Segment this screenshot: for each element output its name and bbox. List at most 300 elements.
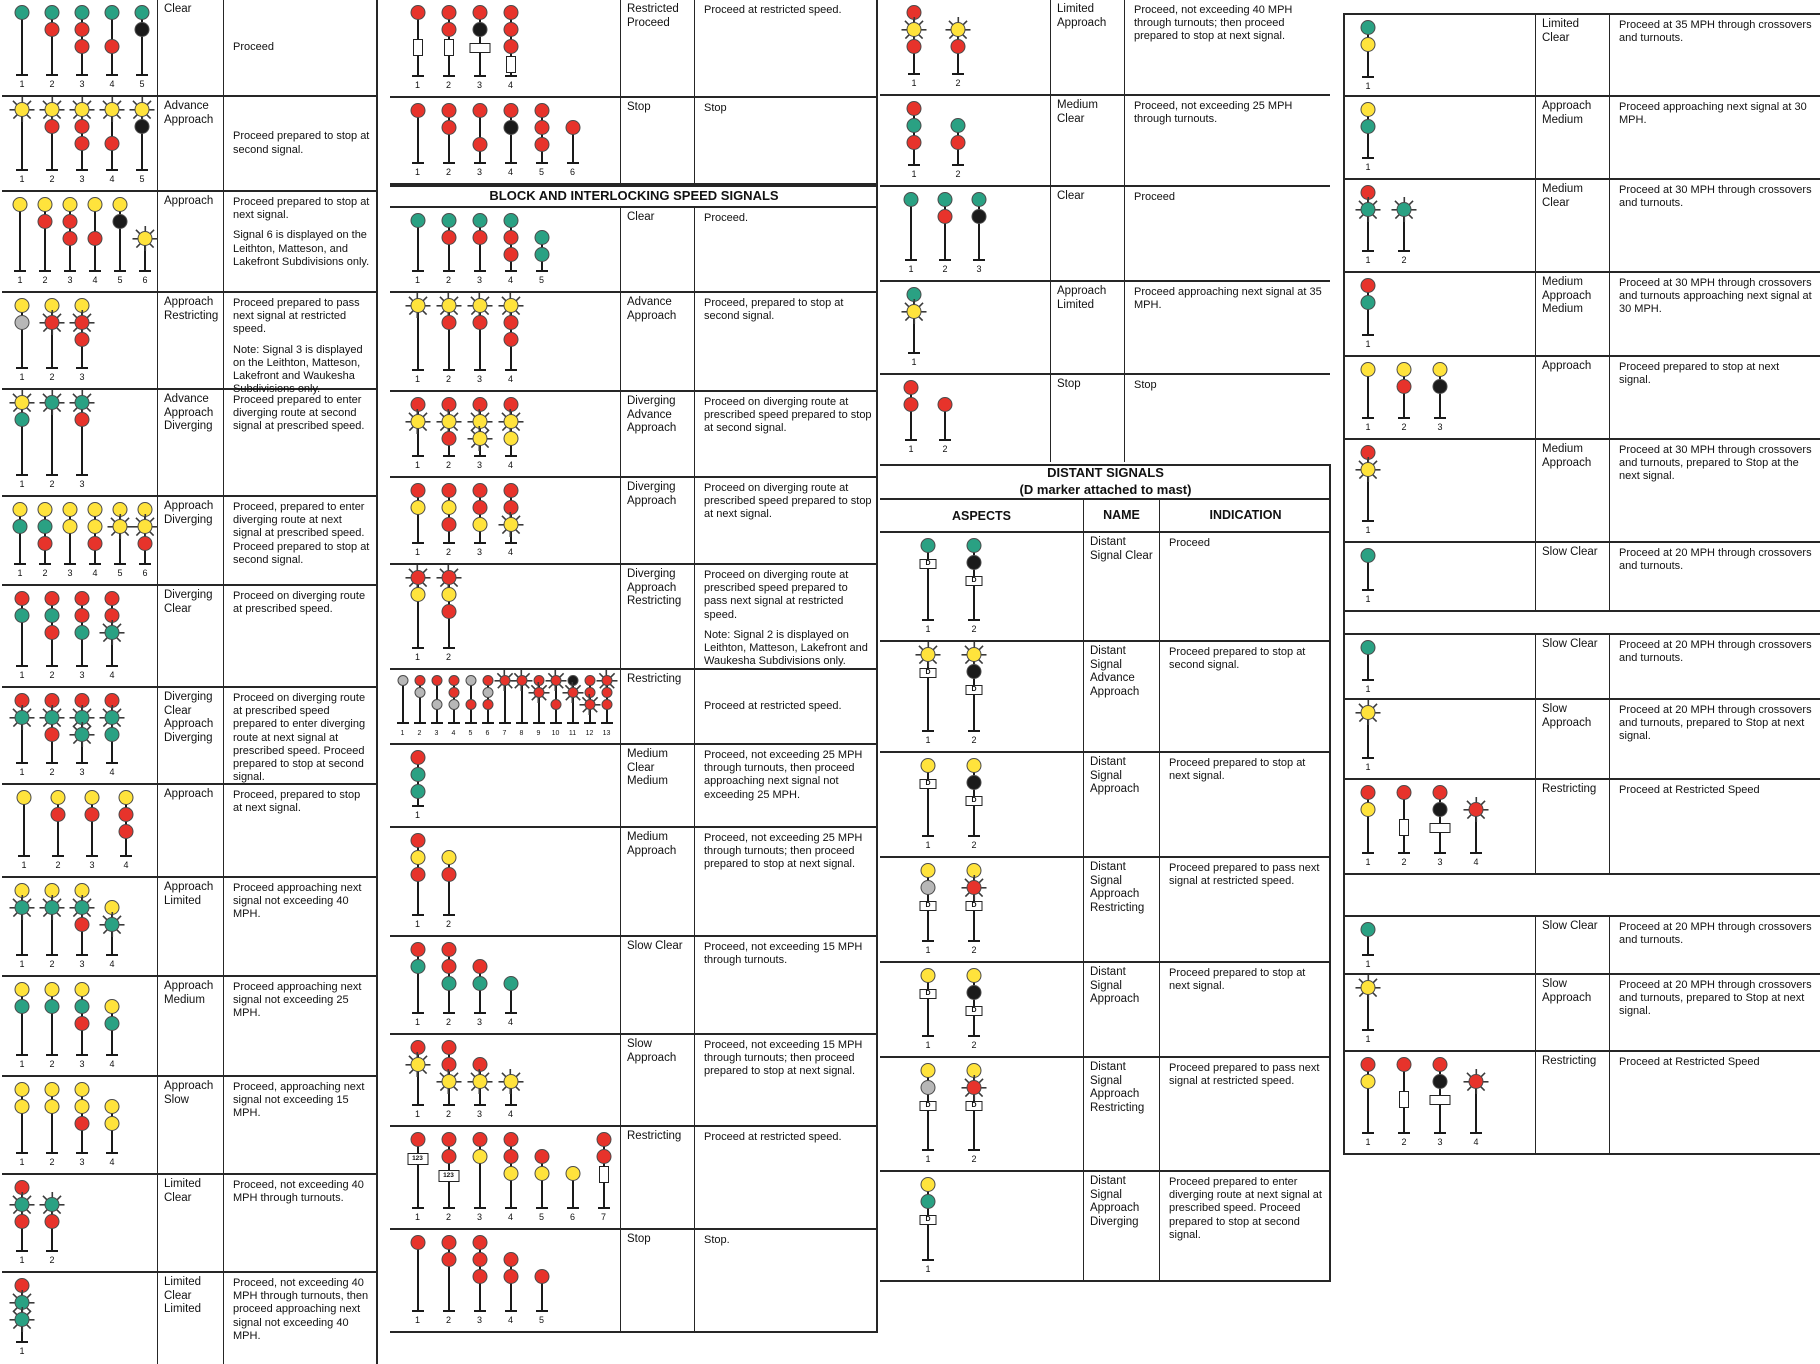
signal-number: 4 (507, 1315, 513, 1325)
signal-number: 4 (1473, 857, 1479, 867)
aspect-row (880, 1058, 1331, 1172)
lamp-yellow (921, 1063, 936, 1078)
lamp-red (105, 591, 120, 606)
aspect-indication (1125, 282, 1330, 373)
signal-number: 1 (908, 264, 914, 274)
signal-number: 1 (414, 167, 420, 177)
lamp-green (534, 230, 549, 245)
signal-number: 2 (445, 1315, 451, 1325)
signal-mast (462, 675, 479, 736)
lamp-green (410, 959, 425, 974)
lamp-yellow (75, 982, 90, 997)
indication-text: Proceed at restricted speed. (704, 699, 842, 712)
lamp-red-flashing (1469, 1074, 1484, 1089)
aspect-cell (2, 977, 157, 1075)
signal-mast (1353, 1057, 1383, 1146)
lamp-green-flashing (75, 727, 90, 742)
lamp-yellow (45, 1099, 60, 1114)
indication-text: Proceed prepared to stop at second signal. (1169, 646, 1306, 672)
signal-mast (33, 197, 57, 284)
signal-mast (8, 591, 36, 679)
lamp-green-flashing (15, 900, 30, 915)
signal-number: 4 (109, 959, 115, 969)
indication-text: Proceed prepared to stop at second signal. (233, 130, 370, 156)
signal-number: 1 (414, 1109, 420, 1119)
aspect-row (2, 293, 378, 396)
signal-mast (910, 538, 946, 633)
signal-mast (1461, 785, 1491, 866)
lamp-red (472, 230, 487, 245)
signal-number: 4 (92, 568, 98, 578)
aspect-cell (390, 392, 620, 476)
lamp-green-flashing (75, 395, 90, 410)
aspect-name: Approach (1535, 357, 1610, 438)
signal-mast (8, 102, 36, 183)
aspect-indication (1610, 273, 1820, 355)
indication-text: Proceed. (704, 212, 749, 224)
aspect-cell (880, 0, 1050, 94)
lamp-red (441, 959, 456, 974)
aspect-cell (2, 1175, 157, 1271)
lamp-gray (448, 699, 459, 710)
lamp-yellow (13, 197, 28, 212)
signal-mast (1353, 785, 1383, 866)
d-marker-plate: D (920, 559, 937, 569)
signal-number: 13 (602, 730, 611, 737)
lamp-red (503, 1252, 518, 1267)
lamp-black (503, 120, 518, 135)
d-marker-plate: D (920, 1215, 937, 1225)
aspect-indication (1610, 543, 1820, 610)
signal-number: 4 (507, 547, 513, 557)
lamp-yellow-flashing (410, 298, 425, 313)
d-marker-plate: D (920, 668, 937, 678)
signal-mast (435, 942, 462, 1026)
signal-number: 1 (1365, 684, 1371, 694)
signal-mast (38, 883, 66, 968)
aspect-cell (2, 192, 157, 291)
signal-mast (68, 591, 96, 679)
signal-mast (38, 1082, 66, 1166)
aspect-row (1343, 13, 1820, 97)
lamp-red (951, 39, 966, 54)
signal-number: 1 (400, 730, 405, 737)
lamp-yellow-flashing (503, 298, 518, 313)
signal-number: 3 (476, 547, 482, 557)
aspect-cell (2, 0, 157, 95)
aspect-name: Distant Signal Clear (1083, 533, 1160, 640)
signal-number: 1 (414, 1212, 420, 1222)
signal-mast (940, 101, 976, 178)
signal-number: 1 (414, 652, 420, 662)
aspect-row (1343, 440, 1820, 543)
signal-number: 3 (1437, 1137, 1443, 1147)
lamp-yellow (88, 519, 103, 534)
signal-number: 4 (109, 79, 115, 89)
signal-mast (76, 790, 108, 869)
aspect-cell (390, 565, 620, 668)
lamp-yellow (503, 1166, 518, 1181)
lamp-black (967, 555, 982, 570)
signal-number: 2 (49, 1157, 55, 1167)
indication-text: Stop (1134, 379, 1157, 391)
aspect-name: Approach Medium (1535, 97, 1610, 178)
indication-text: Proceed prepared to enter diverging route at next signal at prescribed speed. Proceed prepared to stop at second signal. (1169, 1176, 1322, 1241)
lamp-red (1397, 1057, 1412, 1072)
aspect-cell (390, 828, 620, 935)
aspect-indication (224, 977, 378, 1075)
signal-number: 1 (1365, 81, 1371, 91)
aspect-row (1343, 273, 1820, 357)
indication-text: Proceed prepared to pass next signal at restricted speed. (1169, 862, 1320, 888)
lamp-green-flashing (45, 1197, 60, 1212)
lamp-red (410, 942, 425, 957)
aspect-cell (390, 1230, 620, 1331)
lamp-black (1433, 379, 1448, 394)
lamp-yellow (15, 982, 30, 997)
lamp-red (431, 675, 442, 686)
lamp-green-flashing (15, 1197, 30, 1212)
aspect-row (2, 390, 378, 497)
column-header-name: NAME (1083, 500, 1160, 531)
lamp-yellow-flashing (967, 647, 982, 662)
lamp-yellow (63, 197, 78, 212)
lamp-green-flashing (45, 710, 60, 725)
signal-mast (394, 675, 411, 736)
signal-number: 1 (19, 372, 25, 382)
lamp-red (472, 137, 487, 152)
aspect-indication (695, 1230, 878, 1331)
signal-number: 5 (538, 1315, 544, 1325)
aspect-cell (1343, 543, 1535, 610)
table-right-border (876, 0, 878, 1333)
signal-number: 6 (569, 167, 575, 177)
aspect-name: Approach Diverging (157, 497, 224, 584)
signal-number: 2 (1401, 422, 1407, 432)
aspect-cell (390, 937, 620, 1033)
lamp-red (472, 1235, 487, 1250)
signal-mast (930, 192, 960, 273)
signal-number: 6 (569, 1212, 575, 1222)
lamp-red (441, 604, 456, 619)
lamp-yellow-flashing (503, 414, 518, 429)
indication-text: Proceed approaching next signal not exceeding 40 MPH. (233, 882, 362, 921)
lamp-green (105, 727, 120, 742)
signal-mast (58, 197, 82, 284)
signal-mast (411, 675, 428, 736)
signal-number: 2 (49, 479, 55, 489)
signal-mast (1353, 362, 1383, 431)
d-marker-plate: D (920, 1101, 937, 1111)
signal-mast (497, 1132, 524, 1221)
aspect-cell (390, 0, 620, 96)
aspect-row (2, 1273, 378, 1364)
signal-mast (8, 1180, 36, 1264)
signal-mast (435, 483, 462, 556)
signal-number: 3 (476, 167, 482, 177)
indication-text: Proceed, prepared to stop at next signal. (233, 789, 361, 815)
lamp-yellow (75, 1099, 90, 1114)
lamp-green (105, 5, 120, 20)
lamp-red (472, 103, 487, 118)
signal-number: 1 (19, 79, 25, 89)
lamp-yellow (45, 1082, 60, 1097)
lamp-green (410, 767, 425, 782)
signal-mast (98, 982, 126, 1068)
aspect-name: Distant Signal Approach (1083, 753, 1160, 856)
signal-mast (435, 1040, 462, 1118)
lamp-red (904, 380, 919, 395)
lamp-red (1361, 278, 1376, 293)
lamp-gray (431, 699, 442, 710)
aspect-cell (2, 688, 157, 783)
signal-mast (435, 213, 462, 284)
lamp-gray (921, 1080, 936, 1095)
signal-number: 4 (123, 860, 129, 870)
signal-number: 3 (476, 1109, 482, 1119)
lamp-yellow (441, 850, 456, 865)
lamp-black (135, 22, 150, 37)
number-plate (1430, 823, 1451, 833)
aspect-row (2, 97, 378, 192)
lamp-red (441, 1132, 456, 1147)
lamp-red (88, 231, 103, 246)
signal-mast (1353, 185, 1383, 264)
aspect-row (1343, 180, 1820, 273)
d-marker-plate: D (966, 685, 983, 695)
lamp-red (441, 483, 456, 498)
lamp-red (75, 22, 90, 37)
lamp-red (63, 231, 78, 246)
signal-mast (497, 103, 524, 176)
aspect-name: Approach Limited (1050, 282, 1125, 373)
indication-note: Note: Signal 2 is displayed on Leithton, Matteson, Lakefront and Waukesha Subdivisions only. (704, 628, 868, 668)
signal-mast (497, 213, 524, 284)
signal-number: 1 (1365, 1137, 1371, 1147)
lamp-red (410, 1132, 425, 1147)
lamp-red (441, 1252, 456, 1267)
indication-text: Proceed at 35 MPH through crossovers and turnouts. (1619, 19, 1812, 45)
lamp-red (15, 591, 30, 606)
aspect-indication (695, 828, 878, 935)
lamp-yellow (38, 197, 53, 212)
lamp-red (503, 103, 518, 118)
lamp-red (472, 1132, 487, 1147)
aspect-indication (224, 878, 378, 975)
lamp-yellow (967, 968, 982, 983)
lamp-red-flashing (75, 315, 90, 330)
aspect-row (390, 670, 878, 745)
aspect-indication (695, 208, 878, 291)
signal-mast (68, 693, 96, 776)
lamp-red (45, 22, 60, 37)
signal-number: 2 (445, 167, 451, 177)
aspect-indication (695, 0, 878, 96)
lamp-green-flashing (75, 900, 90, 915)
signal-mast (404, 213, 431, 284)
signal-mast (133, 197, 157, 284)
lamp-red (410, 1235, 425, 1250)
signal-number: 1 (911, 169, 917, 179)
aspect-name: Approach Restricting (157, 293, 224, 388)
signal-number: 5 (139, 79, 145, 89)
lamp-gray (414, 687, 425, 698)
signal-mast (8, 5, 36, 88)
signal-mast (98, 883, 126, 968)
lamp-red (441, 103, 456, 118)
lamp-yellow (441, 587, 456, 602)
signal-number: 8 (519, 730, 524, 737)
signal-mast (1353, 705, 1383, 771)
number-plate (469, 43, 490, 53)
lamp-red (1361, 1057, 1376, 1072)
signal-number: 1 (925, 840, 931, 850)
signal-number: 4 (507, 1109, 513, 1119)
lamp-yellow-flashing (113, 519, 128, 534)
signal-number: 1 (414, 547, 420, 557)
aspect-indication (695, 392, 878, 476)
lamp-yellow-flashing (410, 1057, 425, 1072)
aspect-cell (1343, 917, 1535, 973)
lamp-yellow (1361, 362, 1376, 377)
lamp-red (503, 1132, 518, 1147)
signal-number: 2 (49, 174, 55, 184)
aspect-indication (695, 1127, 878, 1228)
signal-mast (404, 750, 431, 819)
signal-number: 3 (476, 460, 482, 470)
signal-number: 1 (414, 80, 420, 90)
lamp-red-flashing (550, 675, 561, 686)
lamp-green (972, 192, 987, 207)
lamp-green (938, 192, 953, 207)
signal-mast (404, 1040, 431, 1118)
signal-number: 2 (445, 374, 451, 384)
signal-mast (8, 395, 36, 488)
lamp-yellow (105, 1099, 120, 1114)
lamp-red (601, 687, 612, 698)
aspect-indication (1160, 533, 1331, 640)
indication-text: Proceed at 30 MPH through crossovers and turnouts. (1619, 184, 1812, 210)
signal-mast (528, 103, 555, 176)
signal-number: 4 (507, 275, 513, 285)
aspect-name: Limited Clear (1535, 15, 1610, 95)
aspect-row (1343, 357, 1820, 440)
lamp-green (907, 118, 922, 133)
aspect-name: Diverging Clear (157, 586, 224, 686)
lamp-black (1433, 802, 1448, 817)
signal-number: 1 (1365, 594, 1371, 604)
signal-mast (896, 5, 932, 87)
aspect-cell (880, 753, 1083, 856)
lamp-red (75, 332, 90, 347)
indication-text: Proceed prepared to stop at next signal. (1619, 361, 1780, 387)
aspect-name: Diverging Approach (620, 478, 695, 563)
aspect-name: Slow Clear (1535, 543, 1610, 610)
lamp-red (907, 39, 922, 54)
lamp-green (45, 5, 60, 20)
signal-mast (404, 103, 431, 176)
lamp-green (15, 999, 30, 1014)
lamp-green (921, 1194, 936, 1209)
aspect-indication (224, 390, 378, 495)
signal-mast (428, 675, 445, 736)
signal-number: 2 (1401, 255, 1407, 265)
lamp-green-flashing (45, 395, 60, 410)
lamp-yellow (534, 1166, 549, 1181)
d-marker-plate: D (966, 901, 983, 911)
aspect-name: Advance Approach Diverging (157, 390, 224, 495)
signal-number: 1 (414, 1315, 420, 1325)
aspect-row (390, 208, 878, 293)
signal-mast (497, 942, 524, 1026)
lamp-yellow (1433, 362, 1448, 377)
lamp-red (503, 22, 518, 37)
signal-number: 1 (414, 810, 420, 820)
aspect-row (880, 533, 1331, 642)
lamp-yellow (85, 790, 100, 805)
indication-text: Proceed at Restricted Speed (1619, 1056, 1760, 1068)
lamp-red (119, 824, 134, 839)
signal-number: 2 (955, 169, 961, 179)
signal-number: 9 (536, 730, 541, 737)
indication-text: Proceed prepared to stop at next signal. (1169, 967, 1306, 993)
aspect-name: Slow Approach (1535, 700, 1610, 778)
signal-number: 6 (142, 568, 148, 578)
signal-mast (956, 968, 992, 1049)
number-plate (1430, 1095, 1451, 1105)
lamp-green (410, 784, 425, 799)
lamp-yellow (38, 502, 53, 517)
lamp-red (45, 1214, 60, 1229)
lamp-red (465, 699, 476, 710)
aspect-cell (390, 745, 620, 826)
lamp-yellow (15, 1099, 30, 1114)
lamp-yellow-flashing (907, 22, 922, 37)
aspect-indication (224, 586, 378, 686)
aspect-row (390, 745, 878, 828)
signal-number: 1 (908, 444, 914, 454)
aspect-indication (1610, 1052, 1820, 1153)
indication-text: Proceed (1134, 191, 1175, 203)
signal-mast (910, 968, 946, 1049)
lamp-green (1361, 119, 1376, 134)
signal-mast (466, 1040, 493, 1118)
signal-number: 2 (445, 80, 451, 90)
signal-number: 1 (19, 174, 25, 184)
signal-number: 2 (445, 652, 451, 662)
section-title: (D marker attached to mast) (1019, 482, 1192, 497)
aspect-row (390, 1127, 878, 1230)
signal-mast (38, 298, 66, 381)
aspect-indication (1125, 187, 1330, 280)
aspect-cell (880, 375, 1050, 462)
aspect-name: Restricted Proceed (620, 0, 695, 96)
aspect-cell (880, 187, 1050, 280)
signal-mast (1353, 548, 1383, 603)
indication-text: Proceed, not exceeding 40 MPH through turnouts. (233, 1179, 364, 1205)
signal-mast (68, 982, 96, 1068)
signal-mast (38, 1180, 66, 1264)
d-marker-plate: D (966, 796, 983, 806)
aspect-row (880, 858, 1331, 963)
section-header (880, 464, 1331, 500)
lamp-red-flashing (967, 880, 982, 895)
signal-mast (98, 1082, 126, 1166)
indication-text: Proceed, not exceeding 25 MPH through turnouts, then proceed approaching next signal not exceeding 25 MPH. (704, 749, 863, 801)
signal-number: 3 (79, 767, 85, 777)
signal-number: 4 (507, 460, 513, 470)
indication-text: Stop. (704, 1234, 730, 1246)
